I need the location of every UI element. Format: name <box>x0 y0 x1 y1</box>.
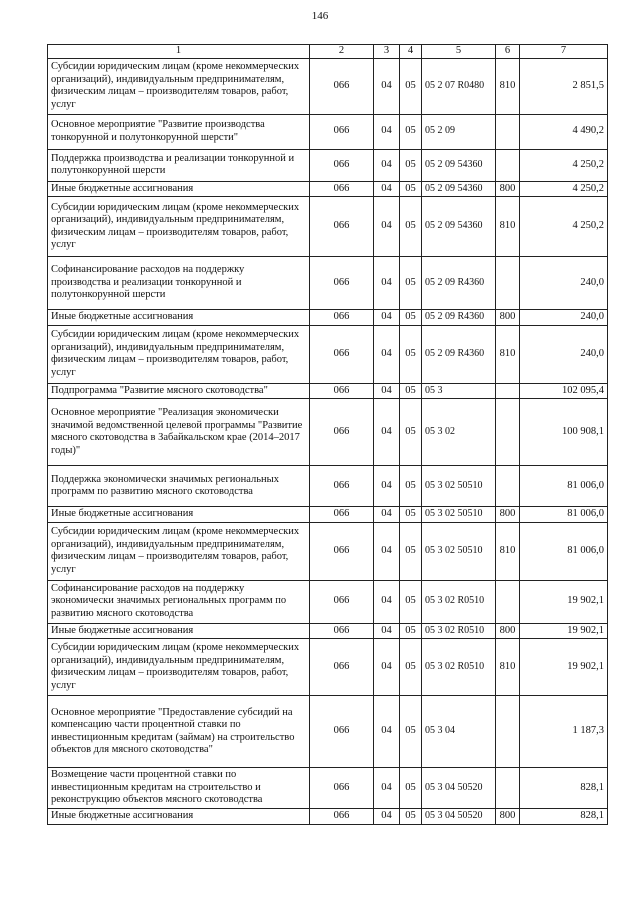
table-row <box>48 310 608 326</box>
header-cell-1: 1 <box>48 45 310 59</box>
budget-table <box>47 44 608 825</box>
row-target-article: 05 3 <box>422 383 496 399</box>
row-admin-code: 066 <box>310 399 374 466</box>
row-subsection: 05 <box>400 399 422 466</box>
row-admin-code: 066 <box>310 466 374 507</box>
row-name: Софинансирование расходов на поддержку производства и реализации тонкорунной и полутонкорунной шерсти <box>48 257 310 310</box>
row-subsection: 05 <box>400 639 422 696</box>
row-target-article: 05 2 09 54360 <box>422 197 496 257</box>
table-row <box>48 58 608 114</box>
row-subsection: 05 <box>400 149 422 181</box>
table-row <box>48 257 608 310</box>
row-subsection: 05 <box>400 696 422 768</box>
table-row <box>48 639 608 696</box>
header-cell-4: 4 <box>400 45 422 59</box>
row-target-article: 05 3 02 R0510 <box>422 623 496 639</box>
row-admin-code: 066 <box>310 58 374 114</box>
row-name: Поддержка производства и реализации тонкорунной и полутонкорунной шерсти <box>48 149 310 181</box>
row-subsection: 05 <box>400 580 422 623</box>
row-section: 04 <box>374 399 400 466</box>
header-cell-5: 5 <box>422 45 496 59</box>
row-amount: 81 006,0 <box>520 507 608 523</box>
row-expense-type: 800 <box>496 310 520 326</box>
row-name: Софинансирование расходов на поддержку экономически значимых региональных программ по развитию мясного скотоводства <box>48 580 310 623</box>
table-row <box>48 149 608 181</box>
row-admin-code: 066 <box>310 639 374 696</box>
header-cell-6: 6 <box>496 45 520 59</box>
row-subsection: 05 <box>400 197 422 257</box>
row-amount: 4 250,2 <box>520 149 608 181</box>
row-section: 04 <box>374 310 400 326</box>
row-target-article: 05 3 02 50510 <box>422 522 496 580</box>
table-row <box>48 507 608 523</box>
row-admin-code: 066 <box>310 114 374 149</box>
row-target-article: 05 3 04 <box>422 696 496 768</box>
table-row <box>48 325 608 383</box>
table-row <box>48 768 608 809</box>
row-target-article: 05 2 09 54360 <box>422 149 496 181</box>
row-name: Субсидии юридическим лицам (кроме некоммерческих организаций), индивидуальным предпринимателям, физическим лицам – производителям товаров, работ, услуг <box>48 325 310 383</box>
row-admin-code: 066 <box>310 623 374 639</box>
table-body <box>48 45 608 825</box>
row-target-article: 05 3 02 <box>422 399 496 466</box>
row-expense-type <box>496 383 520 399</box>
row-section: 04 <box>374 325 400 383</box>
table-row <box>48 466 608 507</box>
row-name: Иные бюджетные ассигнования <box>48 507 310 523</box>
table-row <box>48 580 608 623</box>
row-target-article: 05 2 09 <box>422 114 496 149</box>
row-expense-type <box>496 257 520 310</box>
row-amount: 19 902,1 <box>520 623 608 639</box>
row-subsection: 05 <box>400 809 422 825</box>
row-section: 04 <box>374 580 400 623</box>
row-name: Возмещение части процентной ставки по инвестиционным кредитам на строительство и реконструкцию объектов мясного скотоводства <box>48 768 310 809</box>
row-subsection: 05 <box>400 310 422 326</box>
row-admin-code: 066 <box>310 522 374 580</box>
row-subsection: 05 <box>400 114 422 149</box>
row-amount: 102 095,4 <box>520 383 608 399</box>
row-amount: 240,0 <box>520 257 608 310</box>
row-expense-type: 810 <box>496 639 520 696</box>
row-target-article: 05 2 09 R4360 <box>422 325 496 383</box>
row-section: 04 <box>374 522 400 580</box>
row-subsection: 05 <box>400 58 422 114</box>
table-row <box>48 197 608 257</box>
row-amount: 2 851,5 <box>520 58 608 114</box>
row-expense-type <box>496 114 520 149</box>
row-name: Основное мероприятие "Развитие производства тонкорунной и полутонкорунной шерсти" <box>48 114 310 149</box>
row-amount: 4 250,2 <box>520 181 608 197</box>
row-target-article: 05 3 02 50510 <box>422 466 496 507</box>
row-section: 04 <box>374 696 400 768</box>
row-expense-type: 810 <box>496 325 520 383</box>
row-section: 04 <box>374 114 400 149</box>
row-target-article: 05 3 04 50520 <box>422 768 496 809</box>
row-section: 04 <box>374 181 400 197</box>
row-amount: 4 490,2 <box>520 114 608 149</box>
row-amount: 1 187,3 <box>520 696 608 768</box>
row-expense-type <box>496 696 520 768</box>
row-subsection: 05 <box>400 623 422 639</box>
row-admin-code: 066 <box>310 696 374 768</box>
table-row <box>48 399 608 466</box>
row-expense-type <box>496 768 520 809</box>
row-expense-type <box>496 580 520 623</box>
header-cell-2: 2 <box>310 45 374 59</box>
row-admin-code: 066 <box>310 768 374 809</box>
row-admin-code: 066 <box>310 507 374 523</box>
row-target-article: 05 3 02 R0510 <box>422 580 496 623</box>
row-expense-type: 810 <box>496 197 520 257</box>
row-subsection: 05 <box>400 257 422 310</box>
row-admin-code: 066 <box>310 197 374 257</box>
row-section: 04 <box>374 639 400 696</box>
row-amount: 19 902,1 <box>520 580 608 623</box>
page-number: 146 <box>311 10 329 22</box>
row-admin-code: 066 <box>310 310 374 326</box>
row-expense-type: 800 <box>496 809 520 825</box>
header-cell-7: 7 <box>520 45 608 59</box>
row-name: Субсидии юридическим лицам (кроме некоммерческих организаций), индивидуальным предпринимателям, физическим лицам – производителям товаров, работ, услуг <box>48 639 310 696</box>
table-row <box>48 383 608 399</box>
row-section: 04 <box>374 507 400 523</box>
row-section: 04 <box>374 197 400 257</box>
row-expense-type: 810 <box>496 522 520 580</box>
row-expense-type: 800 <box>496 623 520 639</box>
row-subsection: 05 <box>400 507 422 523</box>
header-row <box>48 45 608 59</box>
row-amount: 4 250,2 <box>520 197 608 257</box>
row-expense-type: 800 <box>496 507 520 523</box>
row-section: 04 <box>374 466 400 507</box>
row-section: 04 <box>374 383 400 399</box>
row-section: 04 <box>374 58 400 114</box>
row-admin-code: 066 <box>310 181 374 197</box>
row-name: Иные бюджетные ассигнования <box>48 181 310 197</box>
row-amount: 100 908,1 <box>520 399 608 466</box>
row-subsection: 05 <box>400 522 422 580</box>
row-amount: 81 006,0 <box>520 522 608 580</box>
row-admin-code: 066 <box>310 257 374 310</box>
row-target-article: 05 2 09 R4360 <box>422 257 496 310</box>
row-admin-code: 066 <box>310 325 374 383</box>
row-section: 04 <box>374 768 400 809</box>
row-admin-code: 066 <box>310 383 374 399</box>
row-admin-code: 066 <box>310 149 374 181</box>
table-row <box>48 809 608 825</box>
row-section: 04 <box>374 149 400 181</box>
row-amount: 19 902,1 <box>520 639 608 696</box>
row-name: Иные бюджетные ассигнования <box>48 623 310 639</box>
table-row <box>48 114 608 149</box>
row-target-article: 05 3 02 50510 <box>422 507 496 523</box>
row-subsection: 05 <box>400 325 422 383</box>
row-target-article: 05 2 07 R0480 <box>422 58 496 114</box>
table-row <box>48 623 608 639</box>
row-name: Субсидии юридическим лицам (кроме некоммерческих организаций), индивидуальным предпринимателям, физическим лицам – производителям товаров, работ, услуг <box>48 522 310 580</box>
row-name: Иные бюджетные ассигнования <box>48 809 310 825</box>
row-target-article: 05 2 09 54360 <box>422 181 496 197</box>
table-row <box>48 696 608 768</box>
row-expense-type: 810 <box>496 58 520 114</box>
row-section: 04 <box>374 623 400 639</box>
row-expense-type <box>496 149 520 181</box>
row-subsection: 05 <box>400 768 422 809</box>
row-admin-code: 066 <box>310 580 374 623</box>
row-name: Субсидии юридическим лицам (кроме некоммерческих организаций), индивидуальным предпринимателям, физическим лицам – производителям товаров, работ, услуг <box>48 197 310 257</box>
row-expense-type: 800 <box>496 181 520 197</box>
row-section: 04 <box>374 809 400 825</box>
row-admin-code: 066 <box>310 809 374 825</box>
header-cell-3: 3 <box>374 45 400 59</box>
row-name: Субсидии юридическим лицам (кроме некоммерческих организаций), индивидуальным предпринимателям, физическим лицам – производителям товаров, работ, услуг <box>48 58 310 114</box>
row-section: 04 <box>374 257 400 310</box>
row-expense-type <box>496 466 520 507</box>
row-name: Основное мероприятие "Предоставление субсидий на компенсацию части процентной ставки по инвестиционным кредитам (займам) на строительство объектов для мясного скотоводства" <box>48 696 310 768</box>
row-name: Подпрограмма "Развитие мясного скотоводства" <box>48 383 310 399</box>
row-amount: 828,1 <box>520 768 608 809</box>
row-target-article: 05 2 09 R4360 <box>422 310 496 326</box>
row-amount: 81 006,0 <box>520 466 608 507</box>
table-row <box>48 522 608 580</box>
row-amount: 240,0 <box>520 325 608 383</box>
row-subsection: 05 <box>400 383 422 399</box>
table-row <box>48 181 608 197</box>
row-expense-type <box>496 399 520 466</box>
row-name: Иные бюджетные ассигнования <box>48 310 310 326</box>
row-amount: 828,1 <box>520 809 608 825</box>
row-subsection: 05 <box>400 466 422 507</box>
row-target-article: 05 3 02 R0510 <box>422 639 496 696</box>
row-name: Основное мероприятие "Реализация экономически значимой ведомственной целевой программы "Развитие мясного скотоводства в Забайкальском крае (2014–2017 годы)" <box>48 399 310 466</box>
row-target-article: 05 3 04 50520 <box>422 809 496 825</box>
row-amount: 240,0 <box>520 310 608 326</box>
row-subsection: 05 <box>400 181 422 197</box>
row-name: Поддержка экономически значимых региональных программ по развитию мясного скотоводства <box>48 466 310 507</box>
